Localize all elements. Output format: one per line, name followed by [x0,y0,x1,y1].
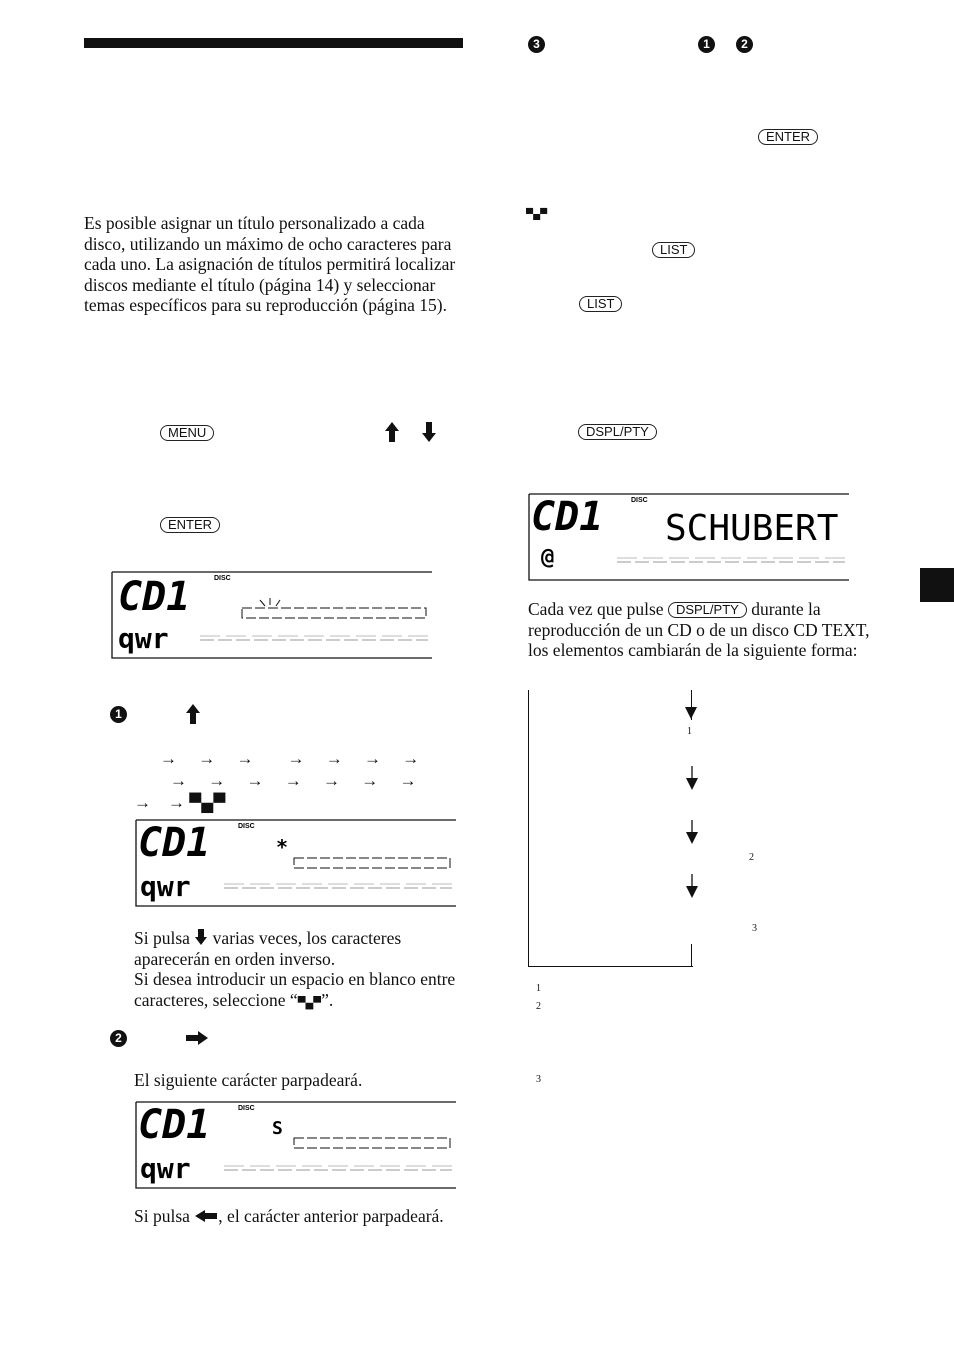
hint-down-paragraph [134,928,464,1013]
svg-text:qwr: qwr [118,622,169,655]
cycle-text-b: durante la reproducción de un CD o de un disco CD TEXT, los elementos cambiarán de la siguiente forma: [528,599,870,660]
prev-hint-rest: , el carácter anterior parpadeará. [218,1206,444,1226]
svg-text:CD1: CD1 [118,574,191,620]
hint-space-end: ”. [321,989,334,1010]
menu-key: MENU [160,425,214,441]
svg-text:qwr: qwr [140,870,191,903]
lcd-title-text: SCHUBERT [665,508,839,549]
diagram-right-line-bottom [691,944,692,966]
svg-text:DISC: DISC [238,1105,255,1112]
diagram-note-ref-3: 3 [752,923,757,934]
intro-paragraph: Es posible asignar un título personalizado a cada disco, utilizando un máximo de ocho caracteres para cada uno. La asignación de títulos permitirá localizar discos mediante el título (página 14) y seleccionar temas específicos para su reproducción (página 15). [84,213,456,315]
svg-text:@: @ [541,545,555,570]
svg-text:DISC: DISC [214,575,231,582]
display-cycle-diagram [528,690,693,967]
lcd-disc-label: DISC [631,497,648,504]
lcd-display-title [527,492,851,587]
svg-text:DISC: DISC [238,823,255,830]
space-symbol-icon: ▀▄▀ [297,996,322,1009]
svg-text:CD1: CD1 [138,820,211,866]
diagram-note-ref-1: 1 [687,726,692,737]
svg-text:qwr: qwr [140,1152,191,1185]
ref-step-2-badge: 2 [736,36,753,53]
hint-down-rest: varias veces, los caracteres aparecerán en orden inverso. [134,928,402,969]
cycle-text-a: Cada vez que pulse [528,599,664,619]
svg-text:*: * [276,835,289,859]
svg-text:S: S [272,1118,283,1139]
step-2-badge: 2 [110,1030,127,1047]
right-arrow-icon [185,1030,209,1051]
cycle-arrow-icon [685,874,699,905]
left-arrow-icon [194,1206,218,1226]
prev-hint-text: Si pulsa [134,1206,190,1226]
svg-text:CD1: CD1 [138,1102,211,1148]
down-arrow-icon [194,928,208,948]
enter-key-right: ENTER [758,129,818,145]
space-symbol-icon: ▀▄▀ [526,209,548,220]
ref-step-1-badge: 1 [698,36,715,53]
lcd-display-1 [110,570,434,665]
list-key-1: LIST [652,242,695,258]
step-1-badge: 1 [110,706,127,723]
step-3-badge: 3 [528,36,545,53]
cycle-arrow-icon [685,820,699,851]
lcd-display-2 [134,818,458,913]
dspl-key-inline: DSPL/PTY [668,602,747,618]
character-sequence: → → → → → → → → → → → → → → → → ▀▄▀ [134,749,420,812]
next-char-text: El siguiente carácter parpadeará. [134,1070,363,1090]
hint-down-text: Si pulsa [134,928,190,948]
footnote-1-marker: 1 [536,983,541,994]
down-arrow-icon [421,421,437,448]
up-arrow-icon [185,703,201,730]
lcd-cd-label: CD1 [531,494,604,540]
prev-hint-paragraph [134,1206,454,1227]
up-arrow-icon [384,421,400,448]
page-side-tab [920,568,954,602]
cycle-paragraph [528,599,878,661]
footnote-3-marker: 3 [536,1074,541,1085]
footnote-2-marker: 2 [536,1001,541,1012]
hint-space-text: Si desea introducir un espacio en blanco entre caracteres, seleccione “ [134,969,456,1010]
list-key-2: LIST [579,296,622,312]
cycle-arrow-icon [685,766,699,797]
diagram-note-ref-2: 2 [749,852,754,863]
enter-key: ENTER [160,517,220,533]
section-heading-bar [84,38,463,48]
cycle-arrow-icon [684,706,698,725]
space-symbol-icon: ▀▄▀ [189,793,226,812]
dspl-key: DSPL/PTY [578,424,657,440]
lcd-display-3 [134,1100,458,1195]
